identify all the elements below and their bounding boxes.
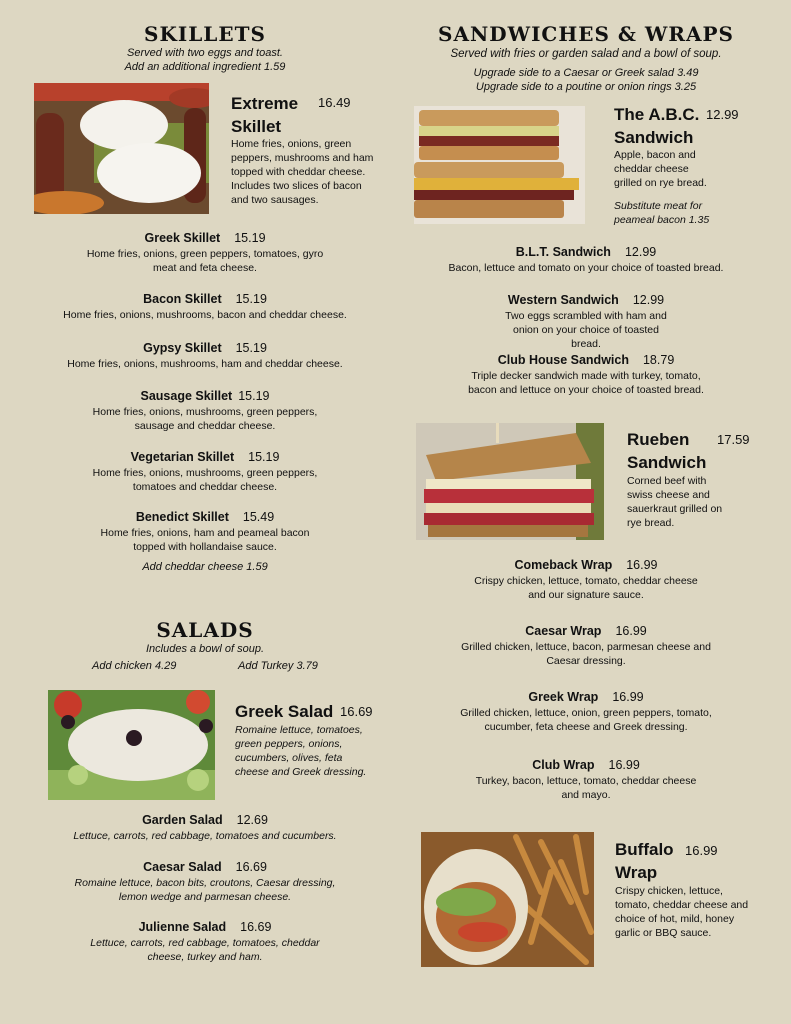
item-name: Club House Sandwich	[497, 353, 629, 367]
sandwiches-subtitle: Served with fries or garden salad and a bowl of soup.	[450, 48, 722, 60]
rueben-sandwich-name-1: Rueben	[627, 430, 690, 449]
buffalo-wrap-price: 16.99	[685, 843, 718, 858]
item-description: Home fries, onions, mushrooms, green peppers, sausage and cheddar cheese.	[92, 406, 318, 432]
item-price: 12.69	[236, 813, 268, 827]
item-name: Vegetarian Skillet	[130, 450, 235, 464]
salads-add-chicken: Add chicken 4.29	[92, 660, 177, 672]
rueben-sandwich-price: 17.59	[717, 432, 750, 447]
item-description: Grilled chicken, lettuce, onion, green peppers, tomato, cucumber, feta cheese and Greek dressing.	[460, 707, 712, 733]
item-price: 15.19	[238, 389, 270, 403]
sandwiches-upgrade-poutine: Upgrade side to a poutine or onion rings 3.25	[475, 81, 697, 93]
menu-item	[60, 510, 350, 556]
item-name: Western Sandwich	[507, 293, 619, 307]
buffalo-wrap-name-1: Buffalo	[615, 840, 674, 859]
item-price: 15.19	[234, 231, 266, 245]
salads-add-turkey: Add Turkey 3.79	[238, 660, 318, 672]
wraps-list	[430, 558, 742, 806]
extreme-skillet-photo	[34, 83, 209, 214]
item-description: Turkey, bacon, lettuce, tomato, cheddar cheese and mayo.	[475, 775, 697, 801]
rueben-sandwich-description: Corned beef with swiss cheese and sauerkraut grilled on rye bread.	[627, 475, 723, 529]
menu-item	[60, 860, 350, 920]
item-name: Julienne Salad	[138, 920, 227, 934]
item-description: Lettuce, carrots, red cabbage, tomatoes and cucumbers.	[73, 830, 337, 842]
menu-item	[60, 389, 350, 450]
sandwiches-upgrade-salad: Upgrade side to a Caesar or Greek salad 3.49	[473, 67, 699, 79]
item-description: Lettuce, carrots, red cabbage, tomatoes, cheddar cheese, turkey and ham.	[90, 937, 320, 963]
item-description: Crispy chicken, lettuce, tomato, cheddar cheese and our signature sauce.	[474, 575, 698, 601]
extreme-skillet-name-2: Skillet	[231, 117, 282, 136]
item-name: Greek Wrap	[528, 690, 599, 704]
skillets-add-ingredient: Add an additional ingredient 1.59	[124, 61, 286, 73]
abc-sandwich-substitute-note: Substitute meat for peameal bacon 1.35	[614, 200, 710, 226]
menu-item	[60, 292, 350, 341]
item-price: 16.99	[612, 690, 644, 704]
menu-item	[430, 624, 742, 690]
item-description: Bacon, lettuce and tomato on your choice of toasted bread.	[448, 262, 724, 274]
item-price: 15.19	[235, 341, 267, 355]
item-description: Home fries, onions, mushrooms, ham and cheddar cheese.	[67, 358, 343, 370]
menu-item	[60, 813, 350, 860]
buffalo-wrap-description: Crispy chicken, lettuce, tomato, cheddar cheese and choice of hot, mild, honey garlic or BBQ sauce.	[615, 885, 749, 939]
abc-sandwich-photo	[414, 106, 585, 224]
menu-item	[60, 231, 350, 292]
abc-sandwich-description: Apple, bacon and cheddar cheese grilled on rye bread.	[614, 149, 707, 189]
greek-salad-name: Greek Salad	[235, 702, 334, 721]
item-price: 15.19	[235, 292, 267, 306]
abc-sandwich-name-2: Sandwich	[614, 128, 694, 147]
item-name: Sausage Skillet	[140, 389, 233, 403]
abc-sandwich-price: 12.99	[706, 107, 739, 122]
menu-item	[430, 558, 742, 624]
salads-heading: SALADS	[156, 618, 254, 642]
item-description: Triple decker sandwich made with turkey, tomato, bacon and lettuce on your choice of toasted bread.	[468, 370, 704, 396]
greek-salad-description: Romaine lettuce, tomatoes, green peppers, onions, cucumbers, olives, feta cheese and Greek dressing.	[235, 724, 367, 778]
buffalo-wrap-photo	[421, 832, 594, 967]
item-price: 16.69	[240, 920, 272, 934]
salads-list	[60, 813, 350, 966]
item-name: B.L.T. Sandwich	[515, 245, 611, 259]
item-name: Benedict Skillet	[135, 510, 229, 524]
sandwiches-list	[430, 245, 742, 413]
rueben-sandwich-name-2: Sandwich	[627, 453, 707, 472]
item-name: Caesar Salad	[143, 860, 222, 874]
item-description: Two eggs scrambled with ham and onion on your choice of toasted bread.	[505, 310, 667, 350]
menu-item	[430, 758, 742, 806]
skillets-list	[60, 231, 350, 556]
item-description: Home fries, onions, mushrooms, bacon and cheddar cheese.	[63, 309, 347, 321]
skillets-heading: SKILLETS	[144, 22, 266, 46]
item-price: 18.79	[642, 353, 675, 367]
skillets-add-cheese-note: Add cheddar cheese 1.59	[142, 561, 268, 573]
menu-item	[430, 245, 742, 293]
item-description: Home fries, onions, green peppers, tomatoes, gyro meat and feta cheese.	[86, 248, 324, 274]
item-description: Romaine lettuce, bacon bits, croutons, Caesar dressing, lemon wedge and parmesan cheese.	[74, 877, 336, 903]
greek-salad-photo	[48, 690, 215, 800]
menu-item	[60, 920, 350, 966]
item-name: Greek Skillet	[144, 231, 221, 245]
sandwiches-heading: SANDWICHES & WRAPS	[438, 22, 734, 46]
item-name: Bacon Skillet	[143, 292, 222, 306]
item-price: 15.19	[248, 450, 280, 464]
item-price: 16.99	[626, 558, 658, 572]
item-description: Home fries, onions, mushrooms, green peppers, tomatoes and cheddar cheese.	[92, 467, 318, 493]
salads-subtitle: Includes a bowl of soup.	[145, 643, 265, 655]
menu-item	[60, 341, 350, 389]
item-name: Garden Salad	[142, 813, 223, 827]
menu-item	[60, 450, 350, 510]
menu-item	[430, 690, 742, 758]
item-name: Club Wrap	[532, 758, 595, 772]
extreme-skillet-description: Home fries, onions, green peppers, mushrooms and ham topped with cheddar cheese. Includes two slices of bacon and two sausages.	[231, 138, 374, 206]
item-price: 15.49	[242, 510, 275, 524]
item-price: 16.99	[608, 758, 640, 772]
rueben-sandwich-photo	[416, 423, 604, 540]
abc-sandwich-name-1: The A.B.C.	[614, 105, 700, 124]
item-price: 16.99	[615, 624, 647, 638]
extreme-skillet-price: 16.49	[318, 95, 351, 110]
item-name: Gypsy Skillet	[143, 341, 222, 355]
greek-salad-price: 16.69	[340, 704, 373, 719]
item-description: Home fries, onions, ham and peameal bacon topped with hollandaise sauce.	[100, 527, 310, 553]
item-price: 12.99	[632, 293, 665, 307]
item-price: 12.99	[624, 245, 657, 259]
menu-item	[430, 353, 742, 413]
item-price: 16.69	[235, 860, 267, 874]
skillets-subtitle: Served with two eggs and toast.	[127, 47, 283, 59]
extreme-skillet-name-1: Extreme	[231, 94, 299, 113]
item-name: Caesar Wrap	[525, 624, 602, 638]
menu-item	[430, 293, 742, 353]
item-description: Grilled chicken, lettuce, bacon, parmesan cheese and Caesar dressing.	[461, 641, 711, 667]
item-name: Comeback Wrap	[514, 558, 613, 572]
buffalo-wrap-name-2: Wrap	[615, 863, 658, 882]
